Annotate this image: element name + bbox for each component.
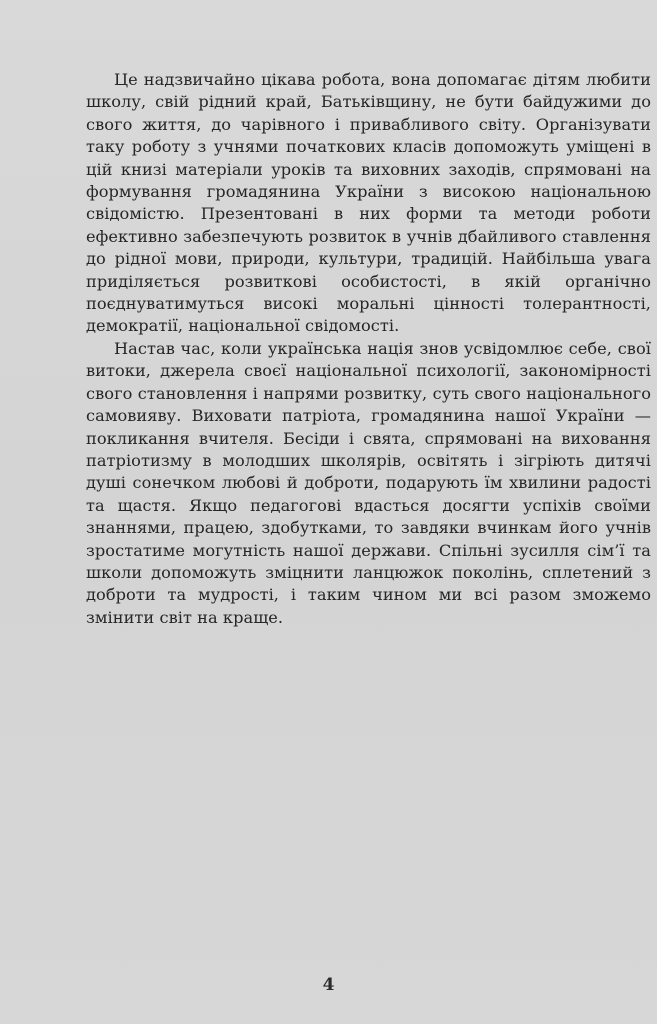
body-text [86,69,651,629]
page-number: 4 [322,975,335,995]
paragraph-2: Настав час, коли українська нація знов усвідомлює себе, свої витоки, джерела своєї національної психології, закономірності свого становлення і напрями розвитку, суть свого національного самовияву. Виховати патріота, громадянина нашої України — покликання вчителя. Бесіди і свята, спрямовані на виховання патріотизму в молодших школярів, освітять і зігріють дитячі душі сонечком любові й доброти, подарують їм хвилини радості та щастя. Якщо педагогові вдасться досягти успіхів своїми знаннями, працею, здобутками, то завдяки вчинкам його учнів зростатиме могутність нашої держави. Спільні зусилля сім’ї та школи допоможуть зміцнити ланцюжок поколінь, сплетений з доброти та мудрості, і таким чином ми всі разом зможемо змінити світ на краще. [86,338,651,627]
paragraph-1: Це надзвичайно цікава робота, вона допомагає дітям любити школу, свій рідний край, Батьківщину, не бути байдужими до свого життя, до чарівного і привабливого світу. Організувати таку роботу з учнями початкових класів допоможуть уміщені в цій книзі матеріали уроків та виховних заходів, спрямовані на формування громадянина України з високою національною свідомістю. Презентовані в них форми та методи роботи ефективно забезпечують розвиток в учнів дбайливого ставлення до рідної мови, природи, культури, традицій. Найбільша увага приділяється розвиткові особистості, в якій органічно поєднуватимуться високі моральні цінності толерантності, демократії, національної свідомості. [86,70,651,336]
